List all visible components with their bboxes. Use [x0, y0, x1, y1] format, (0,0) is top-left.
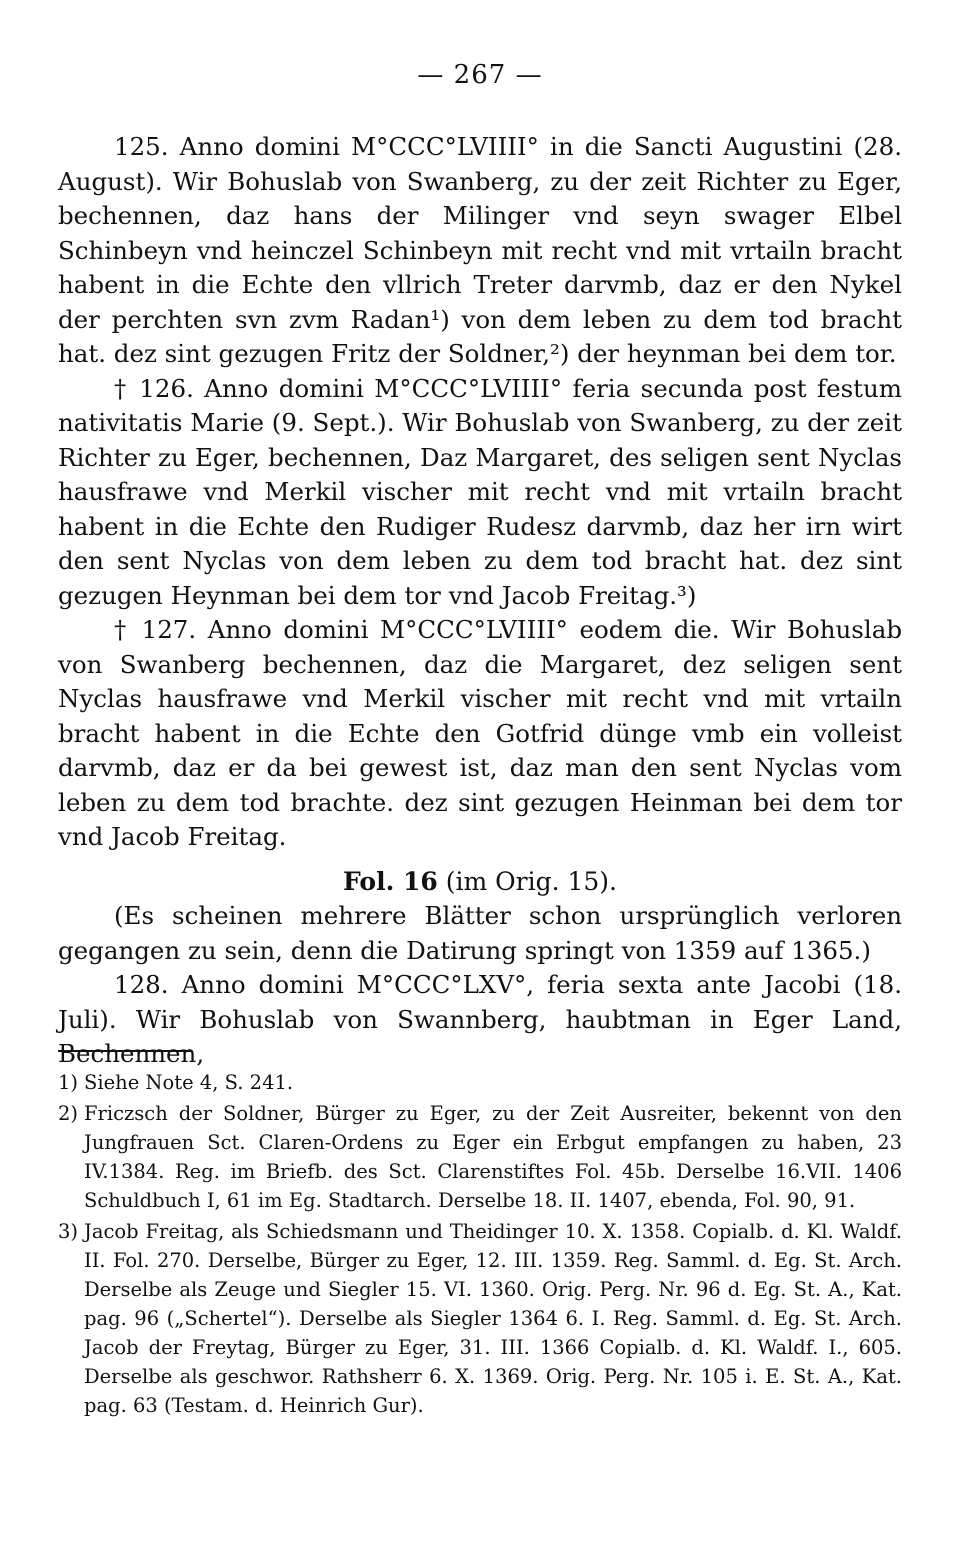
- footnote-3: [58, 1217, 902, 1420]
- folio-heading: [58, 865, 902, 900]
- main-text: [58, 130, 902, 1072]
- footnote-rule: [58, 1050, 192, 1052]
- paragraph-128: 128. Anno domini M°CCC°LXV°, feria sexta ante Jacobi (18. Juli). Wir Bohuslab von Swannberg, haubtman in Eger Land, Bechennen,: [58, 970, 902, 1068]
- footnote-number: 3): [58, 1220, 79, 1243]
- paragraph-126: † 126. Anno domini M°CCC°LVIIII° feria secunda post festum nativitatis Marie (9. Sept.). Wir Bohuslab von Swanberg, zu der zeit Richter zu Eger, bechennen, Daz Margaret, des seligen sent Nyclas hausfrawe vnd Merkil vischer mit recht vnd mit vrtailn bracht habent in die Echte den Rudiger Rudesz darvmb, daz her irn wirt den sent Nyclas von dem leben zu dem tod bracht hat. dez sint gezugen Heynman bei dem tor vnd Jacob Freitag.³): [58, 373, 902, 610]
- editor-note: (Es scheinen mehrere Blätter schon ursprünglich verloren gegangen zu sein, denn die Datirung springt von 1359 auf 1365.): [58, 901, 902, 965]
- footnote-number: 2): [58, 1102, 79, 1125]
- footnotes: [58, 1068, 902, 1420]
- paragraph-127: † 127. Anno domini M°CCC°LVIIII° eodem die. Wir Bohuslab von Swanberg bechennen, daz die Margaret, dez seligen sent Nyclas hausfrawe vnd Merkil vischer mit recht vnd mit vrtailn bracht habent in die Echte den Gotfrid dünge vmb ein volleist darvmb, daz er da bei gewest ist, daz man den sent Nyclas vom leben zu dem tod brachte. dez sint gezugen Heinman bei dem tor vnd Jacob Freitag.: [58, 615, 902, 851]
- page-number: — 267 —: [417, 60, 543, 90]
- footnote-1: [58, 1068, 902, 1097]
- footnote-2: [58, 1099, 902, 1215]
- paragraph-125: 125. Anno domini M°CCC°LVIIII° in die Sancti Augustini (28. August). Wir Bohuslab von Swanberg, zu der zeit Richter zu Eger, bechennen, daz hans der Milinger vnd seyn swager Elbel Schinbeyn vnd heinczel Schinbeyn mit recht vnd mit vrtailn bracht habent in die Echte den vllrich Treter darvmb, daz er den Nykel der perchten svn zvm Radan¹) von dem leben zu dem tod bracht hat. dez sint gezugen Fritz der Soldner,²) der heynman bei dem tor.: [58, 132, 902, 368]
- footnote-text: Jacob Freitag, als Schiedsmann und Theidinger 10. X. 1358. Copialb. d. Kl. Waldf. II. Fol. 270. Derselbe, Bürger zu Eger, 12. III. 1359. Reg. Samml. d. Eg. St. Arch. Derselbe als Zeuge und Siegler 15. VI. 1360. Orig. Perg. Nr. 96 d. Eg. St. A., Kat. pag. 96 („Schertel“). Derselbe als Siegler 1364 6. I. Reg. Samml. d. Eg. St. Arch. Jacob der Freytag, Bürger zu Eger, 31. III. 1366 Copialb. d. Kl. Waldf. I., 605. Derselbe als geschwor. Rathsherr 6. X. 1369. Orig. Perg. Nr. 105 i. E. St. A., Kat. pag. 63 (Testam. d. Heinrich Gur).: [84, 1220, 902, 1417]
- footnote-number: 1): [58, 1071, 79, 1094]
- folio-heading-orig: (im Orig. 15).: [437, 866, 617, 896]
- footnote-text: Friczsch der Soldner, Bürger zu Eger, zu der Zeit Ausreiter, bekennt von den Jungfrauen Sct. Claren-Ordens zu Eger ein Erbgut empfangen zu haben, 23 IV.1384. Reg. im Briefb. des Sct. Clarenstiftes Fol. 45b. Derselbe 16.VII. 1406 Schuldbuch I, 61 im Eg. Stadtarch. Derselbe 18. II. 1407, ebenda, Fol. 90, 91.: [84, 1102, 902, 1212]
- folio-heading-number: Fol. 16: [343, 866, 438, 896]
- footnote-text: Siehe Note 4, S. 241.: [84, 1071, 294, 1094]
